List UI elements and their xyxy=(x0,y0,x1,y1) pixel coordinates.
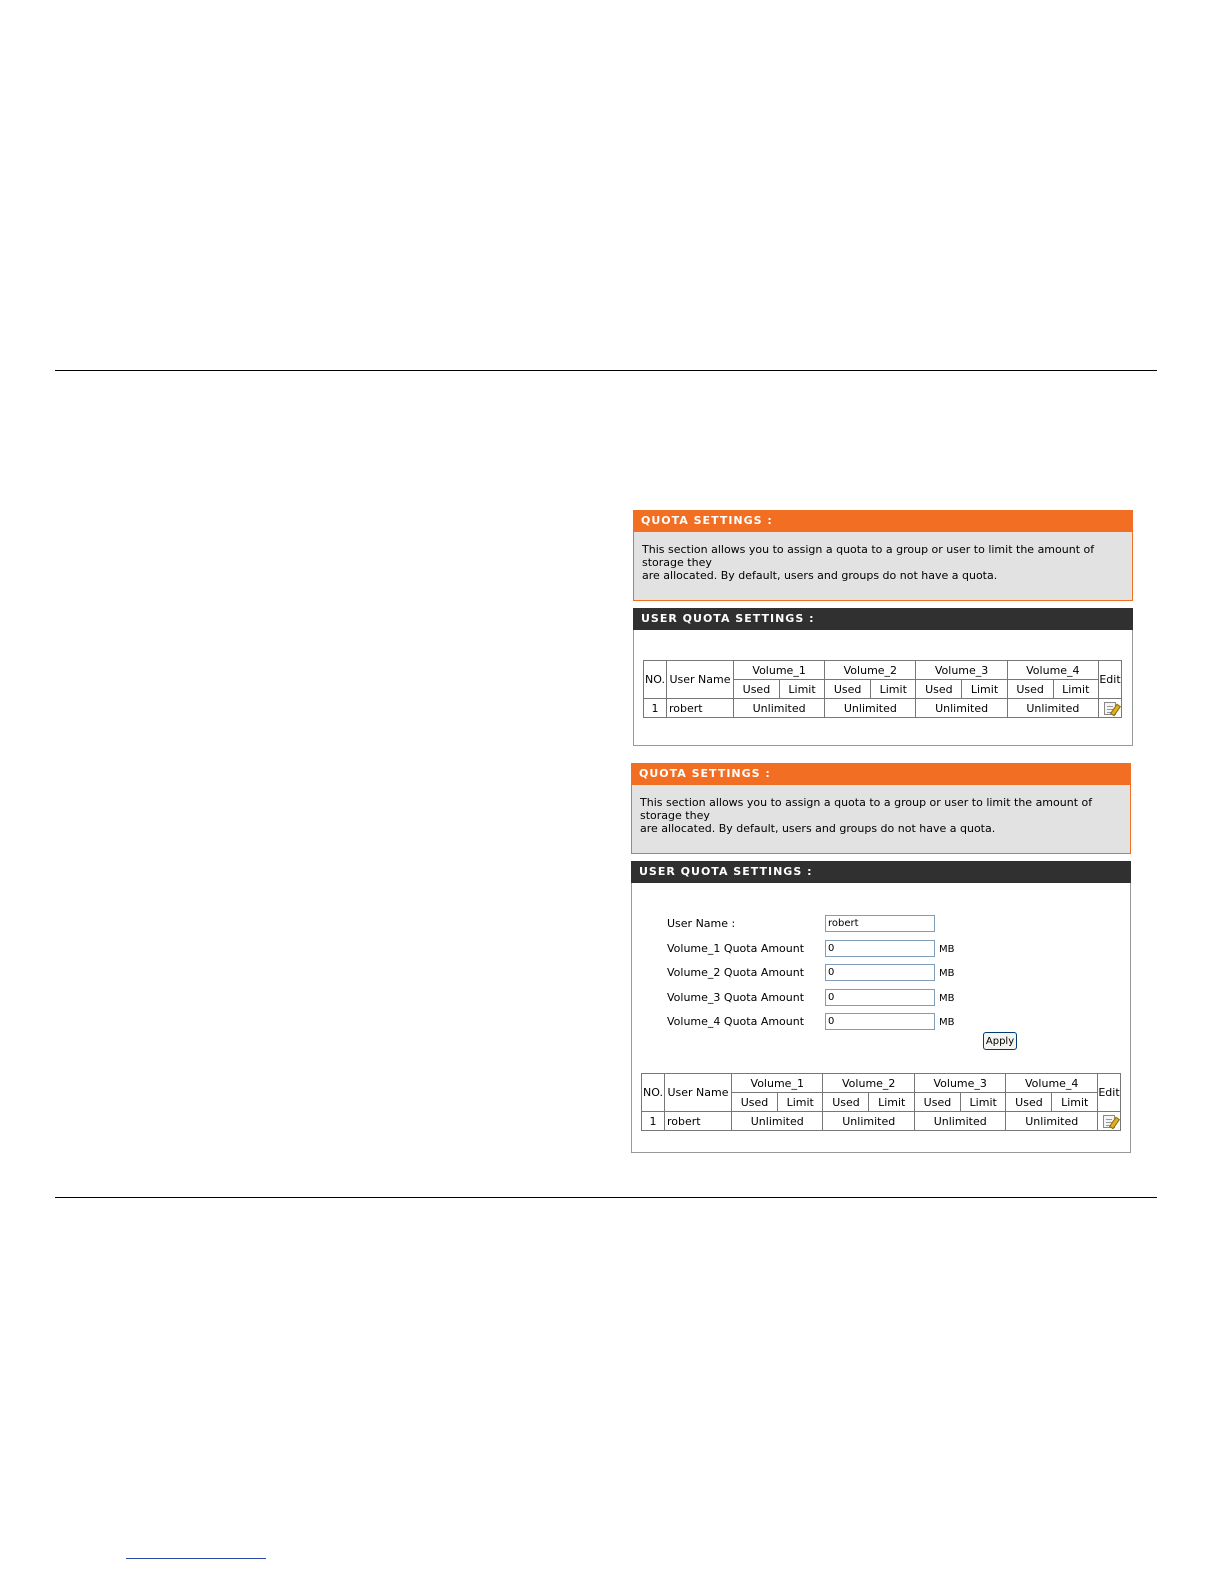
row-no: 1 xyxy=(644,699,667,718)
row-volume-2-quota: Unlimited xyxy=(825,699,916,718)
header-used: Used xyxy=(916,680,962,699)
header-volume-1: Volume_1 xyxy=(734,661,825,680)
header-used: Used xyxy=(1006,1093,1052,1112)
header-no: NO. xyxy=(644,661,667,699)
header-no: NO. xyxy=(642,1074,665,1112)
unit-label: MB xyxy=(939,968,955,979)
quota-settings-header: QUOTA SETTINGS : xyxy=(633,510,1133,532)
unit-label: MB xyxy=(939,993,955,1004)
user-quota-settings-body xyxy=(631,883,1131,1153)
row-volume-4-quota: Unlimited xyxy=(1007,699,1098,718)
volume-1-quota-label: Volume_1 Quota Amount xyxy=(667,942,805,955)
description-line-1: This section allows you to assign a quota to a group or user to limit the amount of storage they xyxy=(642,543,1095,569)
header-limit: Limit xyxy=(869,1093,915,1112)
volume-4-quota-input[interactable] xyxy=(825,1013,935,1030)
description-line-2: are allocated. By default, users and groups do not have a quota. xyxy=(642,569,998,582)
header-limit: Limit xyxy=(1053,680,1098,699)
user-quota-settings-body xyxy=(633,630,1133,746)
unit-label: MB xyxy=(939,1017,955,1028)
quota-settings-header: QUOTA SETTINGS : xyxy=(631,763,1131,785)
header-used: Used xyxy=(732,1093,778,1112)
header-used: Used xyxy=(914,1093,960,1112)
unit-label: MB xyxy=(939,944,955,955)
user-name-label: User Name : xyxy=(667,917,736,930)
top-divider xyxy=(55,370,1157,371)
row-volume-1-quota: Unlimited xyxy=(732,1112,823,1131)
header-volume-3: Volume_3 xyxy=(916,661,1007,680)
header-edit: Edit xyxy=(1099,661,1122,699)
header-volume-4: Volume_4 xyxy=(1007,661,1098,680)
header-limit: Limit xyxy=(960,1093,1006,1112)
row-user-name: robert xyxy=(665,1112,732,1131)
row-volume-3-quota: Unlimited xyxy=(914,1112,1005,1131)
header-limit: Limit xyxy=(871,680,916,699)
header-limit: Limit xyxy=(962,680,1007,699)
header-volume-2: Volume_2 xyxy=(825,661,916,680)
user-quota-settings-header: USER QUOTA SETTINGS : xyxy=(633,608,1133,630)
edit-icon[interactable] xyxy=(1104,702,1116,715)
row-volume-3-quota: Unlimited xyxy=(916,699,1007,718)
description-line-2: are allocated. By default, users and groups do not have a quota. xyxy=(640,822,996,835)
user-quota-table xyxy=(643,660,1122,718)
footer-link-underline xyxy=(126,1558,266,1559)
row-edit-cell[interactable] xyxy=(1099,699,1122,718)
quota-settings-description xyxy=(631,785,1131,854)
volume-3-quota-input[interactable] xyxy=(825,989,935,1006)
header-limit: Limit xyxy=(777,1093,823,1112)
row-volume-2-quota: Unlimited xyxy=(823,1112,914,1131)
header-edit: Edit xyxy=(1098,1074,1121,1112)
header-user-name: User Name xyxy=(665,1074,732,1112)
header-volume-3: Volume_3 xyxy=(914,1074,1005,1093)
user-quota-settings-header: USER QUOTA SETTINGS : xyxy=(631,861,1131,883)
apply-button[interactable]: Apply xyxy=(983,1032,1017,1050)
table-row xyxy=(642,1112,1121,1131)
volume-4-quota-label: Volume_4 Quota Amount xyxy=(667,1015,805,1028)
header-user-name: User Name xyxy=(667,661,734,699)
row-volume-4-quota: Unlimited xyxy=(1006,1112,1098,1131)
row-edit-cell[interactable] xyxy=(1098,1112,1121,1131)
user-name-input[interactable] xyxy=(825,915,935,932)
volume-2-quota-input[interactable] xyxy=(825,964,935,981)
header-volume-2: Volume_2 xyxy=(823,1074,914,1093)
header-used: Used xyxy=(823,1093,869,1112)
description-line-1: This section allows you to assign a quota to a group or user to limit the amount of storage they xyxy=(640,796,1093,822)
volume-2-quota-label: Volume_2 Quota Amount xyxy=(667,966,805,979)
row-no: 1 xyxy=(642,1112,665,1131)
header-used: Used xyxy=(734,680,780,699)
header-limit: Limit xyxy=(779,680,824,699)
header-volume-4: Volume_4 xyxy=(1006,1074,1098,1093)
quota-settings-description xyxy=(633,532,1133,601)
row-volume-1-quota: Unlimited xyxy=(734,699,825,718)
header-used: Used xyxy=(825,680,871,699)
quota-settings-panel-overview xyxy=(633,510,1133,746)
user-quota-table xyxy=(641,1073,1121,1131)
volume-3-quota-label: Volume_3 Quota Amount xyxy=(667,991,805,1004)
bottom-divider xyxy=(55,1197,1157,1198)
volume-1-quota-input[interactable] xyxy=(825,940,935,957)
header-used: Used xyxy=(1007,680,1053,699)
quota-settings-panel-edit xyxy=(631,763,1131,1153)
table-row xyxy=(644,699,1122,718)
header-volume-1: Volume_1 xyxy=(732,1074,823,1093)
header-limit: Limit xyxy=(1052,1093,1098,1112)
edit-icon[interactable] xyxy=(1103,1115,1115,1128)
row-user-name: robert xyxy=(667,699,734,718)
